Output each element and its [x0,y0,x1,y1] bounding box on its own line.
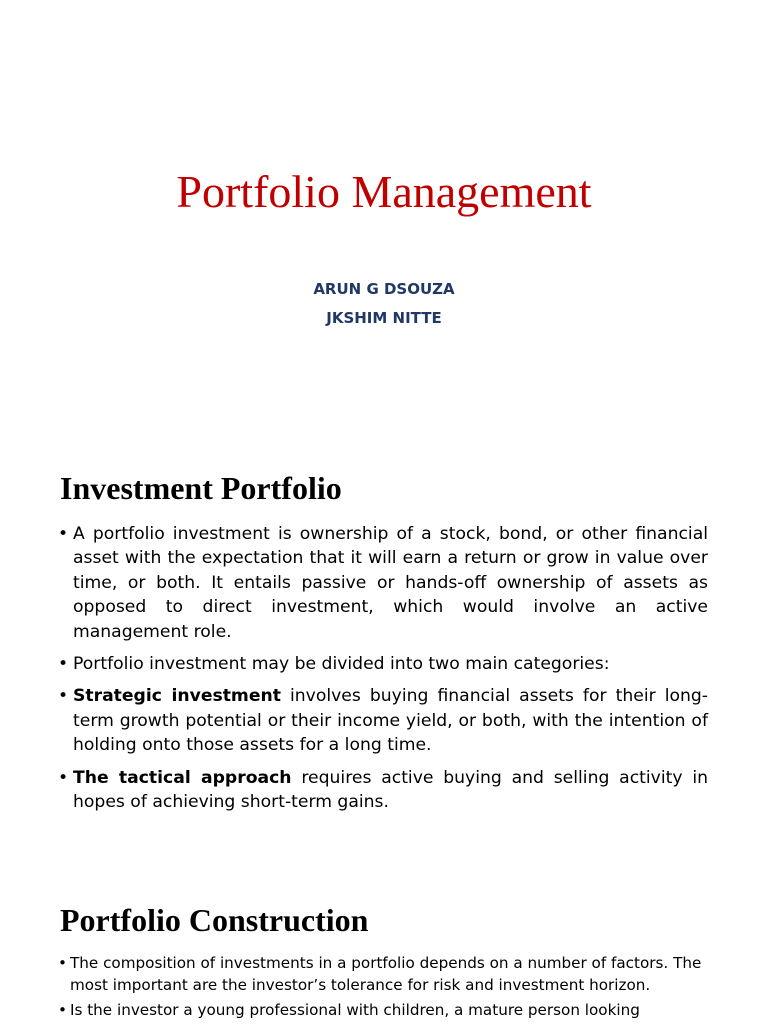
bullet-text: The composition of investments in a portfolio depends on a number of factors. The most important are the investor’s tolerance for risk and investment horizon. [70,954,702,994]
bullet-text: Portfolio investment may be divided into two main categories: [73,654,610,675]
bullet-icon: • [58,686,69,707]
author-name: ARUN G DSOUZA [313,280,455,298]
bullet-item [58,684,708,757]
bullet-icon: • [58,524,69,544]
portfolio-construction-slide [0,870,768,1024]
bullet-term: The tactical approach [73,767,292,788]
bullet-item [58,522,708,644]
bullet-text: involves buying financial assets for their long-term growth potential or their income yield, or both, with the intention of holding onto those assets for a long time. [73,686,708,756]
bullet-text: A portfolio investment is ownership of a stock, bond, or other financial asset with the expectation that it will earn a return or grow in value over time, or both. It entails passive or hands-off ownership of assets as opposed to direct investment, which would involve an active management role. [73,524,708,642]
bullet-item [58,766,708,815]
title-slide [0,0,768,430]
presentation-title: Portfolio Management [176,166,592,217]
bullet-item [58,952,708,996]
bullet-icon: • [58,767,69,788]
slide-heading: Portfolio Construction [60,902,369,938]
bullet-item [58,652,708,676]
bullet-text: requires active buying and selling activity in hopes of achieving short-term gains. [73,767,708,813]
bullet-item [58,999,708,1021]
bullet-list [58,522,708,822]
bullet-icon: • [58,654,69,675]
bullet-text: Is the investor a young professional with children, a mature person looking [70,1001,640,1019]
bullet-term: Strategic investment [73,686,281,707]
bullet-icon: • [58,954,67,972]
investment-portfolio-slide [0,430,768,870]
bullet-list [58,952,708,1024]
slide-heading: Investment Portfolio [60,470,342,506]
author-institution: JKSHIM NITTE [326,309,442,327]
bullet-icon: • [58,1001,67,1019]
